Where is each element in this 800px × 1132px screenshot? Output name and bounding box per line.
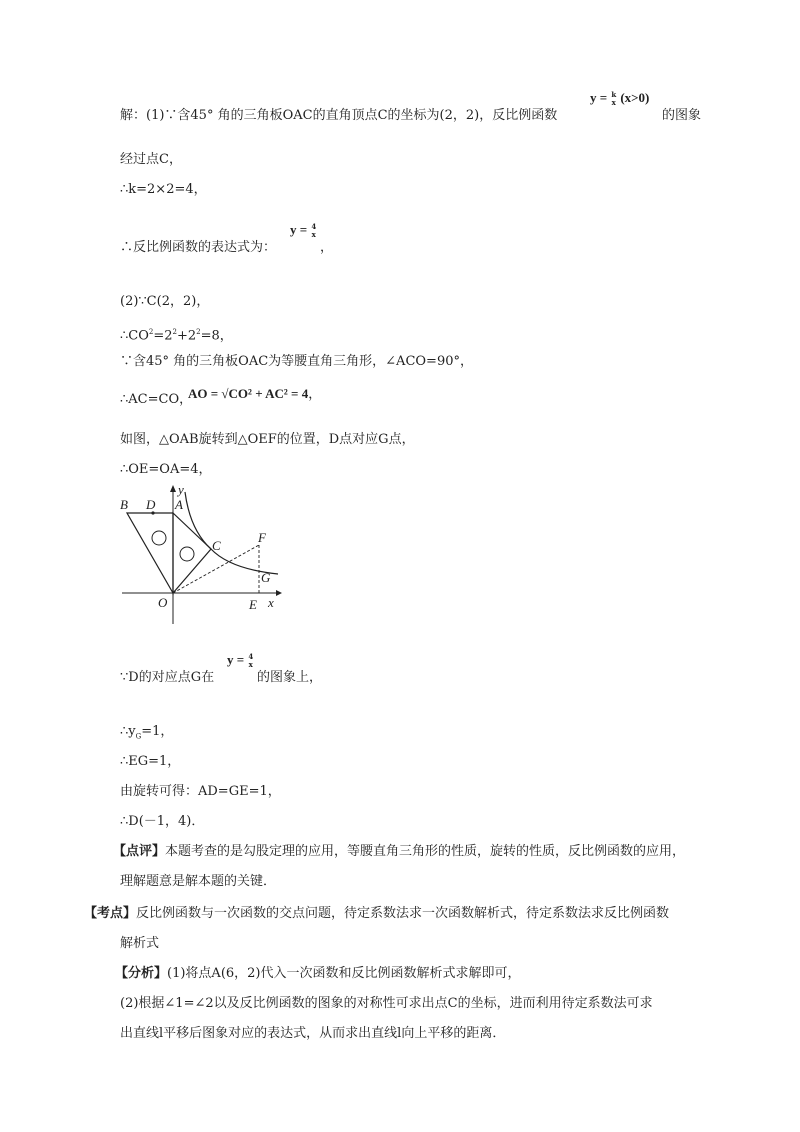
circle-hole-right — [180, 547, 194, 561]
comma: ， — [320, 240, 334, 255]
part2-line-6: ∴OE=OA=4， — [120, 462, 212, 477]
solution-line-1-end: 的图象 — [662, 108, 702, 123]
kaodian-line-1: 【考点】反比例函数与一次函数的交点问题，待定系数法求一次函数解析式，待定系数法求反比例函数 — [84, 906, 670, 921]
label-d: D — [146, 497, 156, 512]
part3-line-2: $\therefore y_G=1$， — [120, 724, 174, 741]
triangle-oab — [127, 513, 173, 593]
triangle-oac — [173, 513, 211, 593]
label-o: O — [158, 595, 168, 610]
circle-hole-left — [152, 531, 166, 545]
comment-line-1: 【点评】本题考查的是勾股定理的应用，等腰直角三角形的性质，旋转的性质，反比例函数的应用， — [113, 844, 686, 859]
part2-line-3: ∵含45° 角的三角板OAC为等腰直角三角形，∠ACO=90°， — [120, 354, 473, 369]
label-y: y — [178, 482, 184, 497]
comment-line-2: 理解题意是解本题的关键． — [120, 874, 277, 889]
solution-line-2: 经过点C， — [120, 152, 182, 167]
formula-y-4-over-x: y = 4 x — [290, 221, 317, 239]
analysis-line-1: 【分析】(1)将点A(6，2)代入一次函数和反比例函数解析式求解即可， — [115, 966, 521, 981]
label-c: C — [212, 538, 221, 553]
solution-line-4: ∴反比例函数的表达式为： — [120, 240, 277, 255]
formula-ao: AO = √CO² + AC² = 4， — [188, 386, 322, 402]
geometry-figure — [118, 482, 288, 630]
solution-line-3: ∴k=2×2=4， — [120, 182, 207, 197]
part3-line-3: ∴EG=1， — [120, 754, 181, 769]
part2-line-2: $\therefore CO^2=2^2+2^2=8$， — [120, 328, 233, 344]
label-a: A — [175, 497, 183, 512]
label-f: F — [258, 530, 266, 545]
part2-line-1: (2)∵C(2，2)， — [120, 294, 210, 309]
formula-y-k-over-x: y = k x (x>0) — [590, 89, 650, 107]
label-e: E — [249, 597, 257, 612]
part3-line-1: ∵D的对应点G在 — [120, 670, 215, 685]
part3-line-1-end: 的图象上， — [257, 670, 323, 685]
part3-line-5: ∴D(－1，4)． — [120, 814, 205, 829]
x-axis-arrow — [276, 590, 282, 596]
analysis-line-2: (2)根据∠1=∠2以及反比例函数的图象的对称性可求出点C的坐标，进而利用待定系数法可求 — [120, 996, 653, 1011]
kaodian-line-2: 解析式 — [120, 936, 160, 951]
analysis-line-3: 出直线l平移后图象对应的表达式，从而求出直线l向上平移的距离． — [120, 1026, 506, 1041]
part2-line-4: ∴AC=CO， — [120, 392, 193, 407]
label-x: x — [268, 595, 274, 610]
part2-line-5: 如图，△OAB旋转到△OEF的位置，D点对应G点， — [120, 432, 415, 447]
formula-y-4-over-x-2: y = 4 x — [227, 651, 254, 669]
solution-line-1: 解：(1)∵含45° 角的三角板OAC的直角顶点C的坐标为(2，2)，反比例函数 — [120, 108, 558, 123]
part3-line-4: 由旋转可得：AD=GE=1， — [120, 784, 281, 799]
label-b: B — [120, 497, 128, 512]
y-axis-arrow — [170, 485, 176, 492]
label-g: G — [261, 570, 271, 585]
